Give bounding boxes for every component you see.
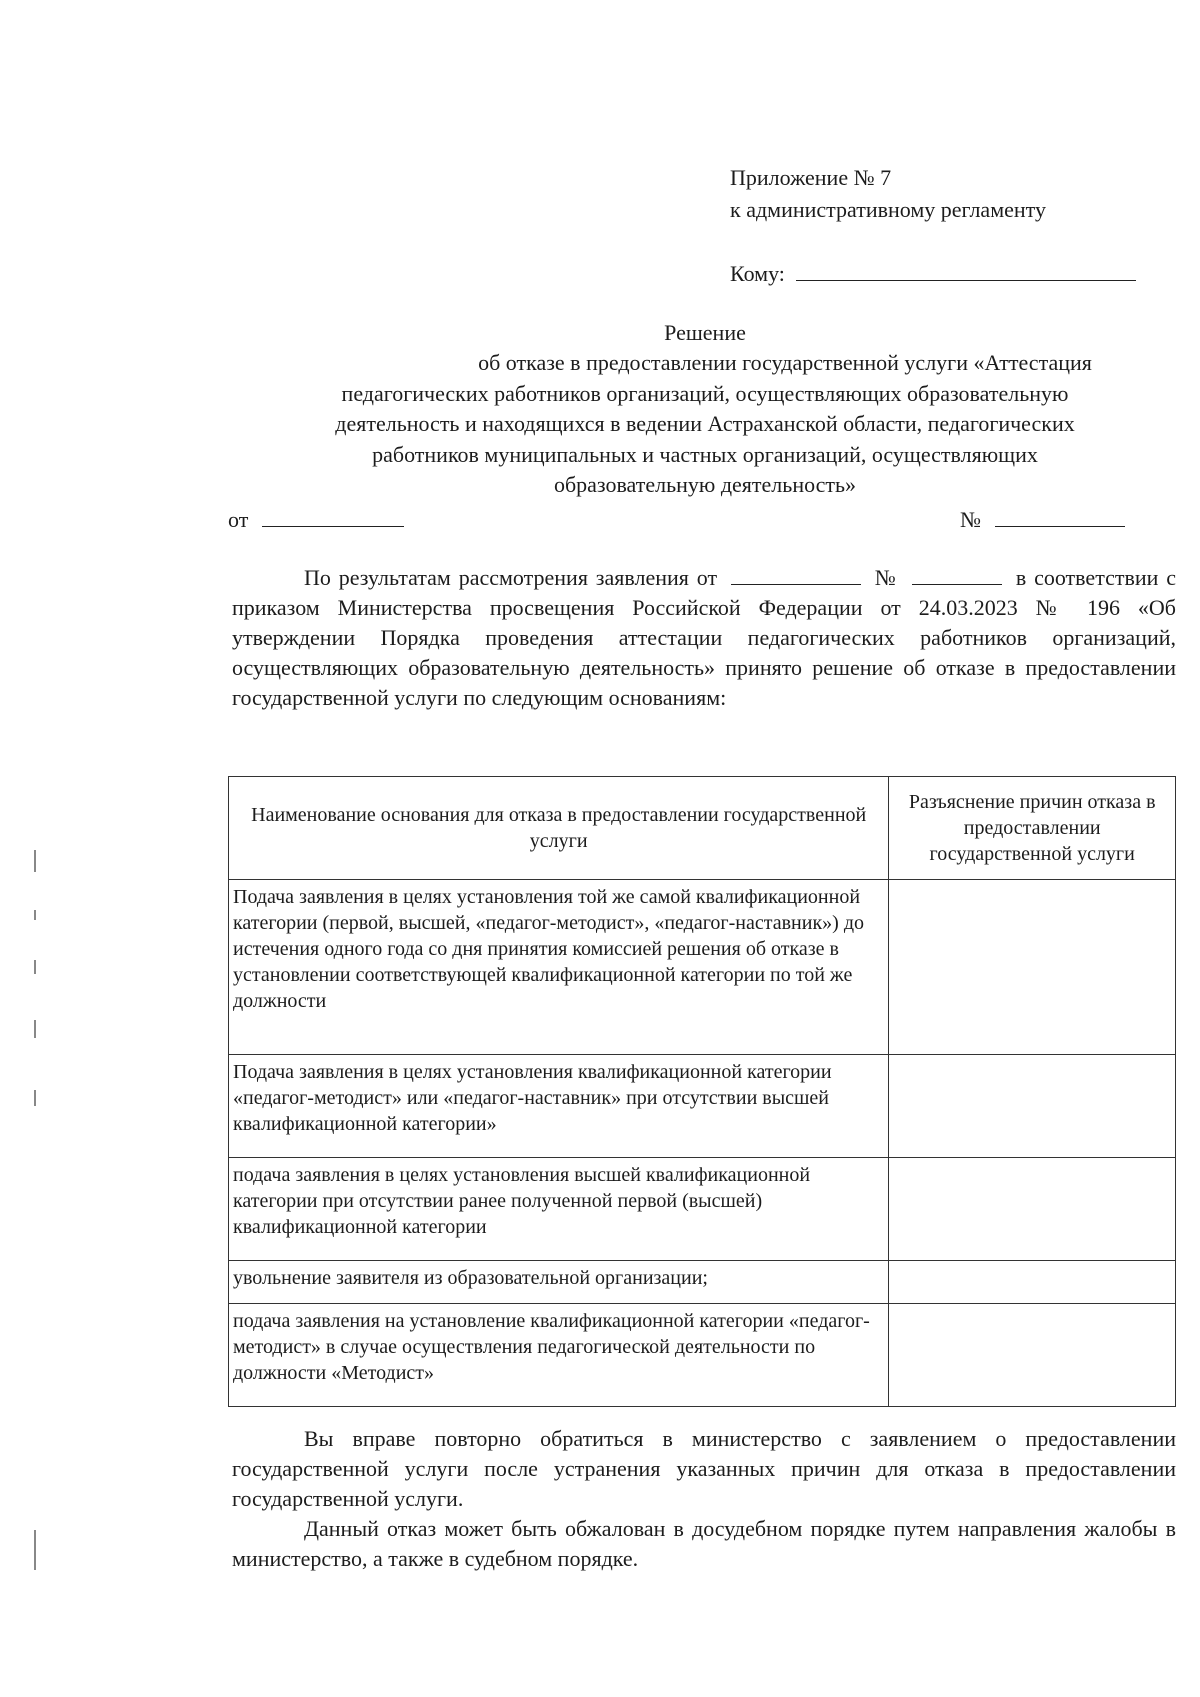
decision-date-line	[228, 504, 404, 536]
reason-cell: Подача заявления в целях установления той же самой квалификационной категории (первой, высшей, «педагог-методист», «педагог-наставник») до истечения одного года со дня принятия комиссией решения об отказе в установлении соответствующей квалификационной категории по той же должности	[229, 880, 889, 1055]
paragraph-text: По результатам рассмотрения заявления от	[304, 565, 718, 590]
reason-cell: увольнение заявителя из образовательной организации;	[229, 1261, 889, 1304]
decision-paragraph	[232, 563, 1176, 713]
explanation-cell	[889, 880, 1176, 1055]
reason-cell: подача заявления на установление квалификационной категории «педагог-методист» в случае осуществления педагогической деятельности по должности «Методист»	[229, 1304, 889, 1407]
paragraph-text: в соответствии с приказом Министерства просвещения Российской Федерации от 24.03.2023 № 196 «Об утверждении Порядка проведения аттестации педагогических работников организаций, осуществляющих образовательную деятельность» принято решение об отказе в предоставлении государственной услуги по следующим основаниям:	[232, 565, 1177, 710]
subtitle-line: об отказе в предоставлении государственной услуги «Аттестация	[478, 350, 1092, 375]
subtitle-line: образовательную деятельность»	[553, 472, 857, 497]
document-title: Решение	[664, 320, 746, 345]
recipient-blank	[796, 260, 1136, 281]
explanation-cell	[889, 1055, 1176, 1158]
subtitle-line: деятельность и находящихся в ведении Астраханской области, педагогических	[335, 411, 1075, 436]
number-label: №	[960, 507, 981, 532]
application-date-blank	[731, 564, 861, 585]
number-blank	[995, 506, 1125, 527]
annex-regulation: к административному регламенту	[730, 197, 1046, 222]
recipient-label: Кому:	[730, 261, 785, 286]
explanation-cell	[889, 1158, 1176, 1261]
reason-cell: подача заявления в целях установления высшей квалификационной категории при отсутствии ранее полученной первой (высшей) квалификационной категории	[229, 1158, 889, 1261]
date-blank	[262, 506, 404, 527]
scan-artifact	[34, 770, 37, 1570]
refusal-reasons-table	[228, 776, 1176, 1407]
table-row	[229, 1304, 1176, 1407]
table-row	[229, 1055, 1176, 1158]
explanation-cell	[889, 1261, 1176, 1304]
document-subtitle	[240, 348, 1170, 501]
reason-cell: Подача заявления в целях установления квалификационной категории «педагог-методист» или «педагог-наставник» при отсутствии высшей квалификационной категории»	[229, 1055, 889, 1158]
table-header-row	[229, 777, 1176, 880]
subtitle-line: педагогических работников организаций, осуществляющих образовательную	[341, 380, 1069, 406]
annex-number: Приложение № 7	[730, 165, 892, 190]
decision-number-line	[960, 504, 1125, 536]
date-label: от	[228, 507, 249, 532]
column-header-explanation: Разъяснение причин отказа в предоставлении государственной услуги	[889, 777, 1176, 880]
subtitle-line: работников муниципальных и частных организаций, осуществляющих	[372, 441, 1038, 467]
reapply-paragraph: Вы вправе повторно обратиться в министерство с заявлением о предоставлении государственной услуги после устранения указанных причин для отказа в предоставлении государственной услуги.	[232, 1426, 1176, 1511]
paragraph-text: №	[874, 565, 899, 590]
table-row	[229, 1158, 1176, 1261]
table-row	[229, 880, 1176, 1055]
appeal-paragraph: Данный отказ может быть обжалован в досудебном порядке путем направления жалобы в министерство, а также в судебном порядке.	[232, 1516, 1176, 1571]
annex-reference	[730, 162, 1046, 226]
recipient-line	[730, 258, 1136, 290]
explanation-cell	[889, 1304, 1176, 1407]
table-row	[229, 1261, 1176, 1304]
column-header-reason: Наименование основания для отказа в предоставлении государственной услуги	[229, 777, 889, 880]
application-number-blank	[912, 564, 1002, 585]
